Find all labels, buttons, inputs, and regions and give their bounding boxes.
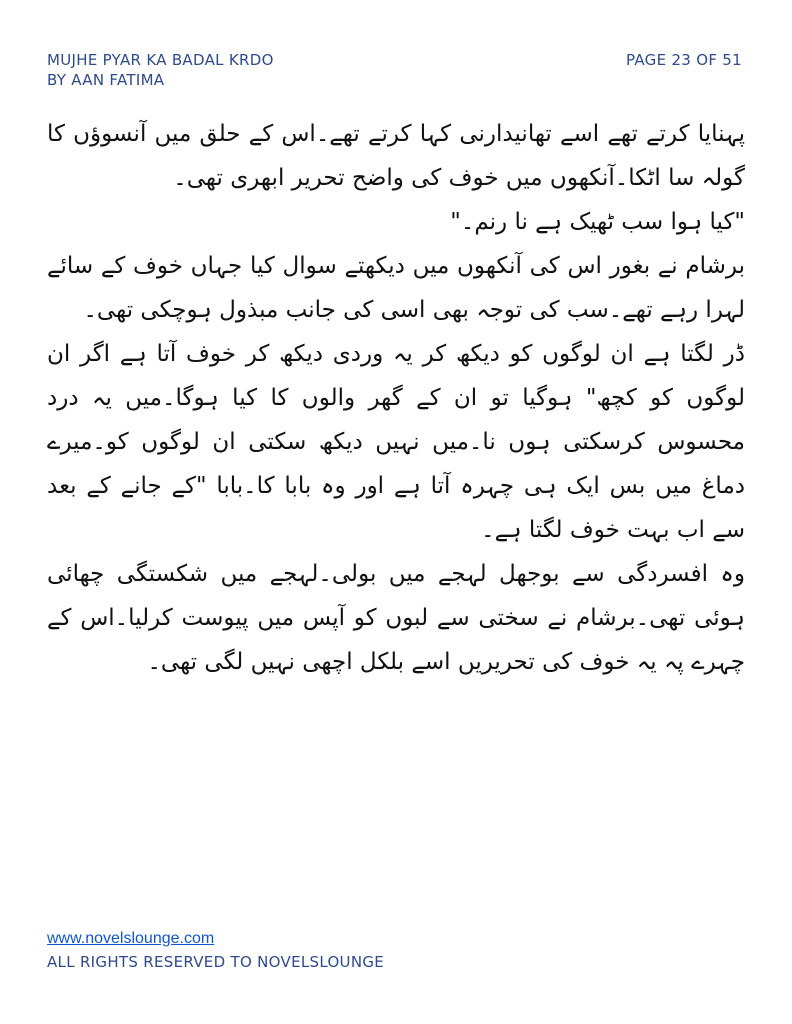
document-header-left: [47, 50, 274, 90]
page-number: PAGE 23 OF 51: [626, 51, 742, 69]
paragraph: ڈر لگتا ہے ان لوگوں کو دیکھ کر یہ وردی دیکھ کر خوف آتا ہے اگر ان لوگوں کو کچھ" ہوگیا تو ان کے گھر والوں کا کیا ہوگا۔میں یہ درد محسوس کرسکتی ہوں نا۔میں نہیں دیکھ سکتی ان لوگوں کو۔میرے دماغ میں بس ایک ہی چہرہ آتا ہے اور وہ بابا کا۔بابا "کے جانے کے بعد سے اب بہت خوف لگتا ہے۔: [47, 341, 745, 543]
paragraph: وہ افسردگی سے بوجھل لہجے میں بولی۔لہجے میں شکستگی چھائی ہوئی تھی۔برشام نے سختی سے لبوں کو آپس میں پیوست کرلیا۔اس کے چہرے پہ یہ خوف کی تحریریں اسے بلکل اچھی نہیں لگی تھی۔: [47, 561, 745, 675]
paragraph: برشام نے بغور اس کی آنکھوں میں دیکھتے سوال کیا جہاں خوف کے سائے لہرا رہے تھے۔سب کی توجہ بھی اسی کی جانب مبذول ہوچکی تھی۔: [47, 253, 745, 323]
paragraph: "کیا ہوا سب ٹھیک ہے نا رنم۔": [450, 209, 745, 235]
author-line: BY AAN FATIMA: [47, 71, 165, 89]
story-body: [47, 112, 745, 684]
website-link[interactable]: www.novelslounge.com: [47, 930, 215, 947]
novel-title: MUJHE PYAR KA BADAL KRDO: [47, 51, 274, 69]
paragraph: پہنایا کرتے تھے اسے تھانیدارنی کہا کرتے تھے۔اس کے حلق میں آنسوؤں کا گولہ سا اٹکا۔آنکھوں میں خوف کی واضح تحریر ابھری تھی۔: [47, 121, 745, 191]
rights-notice: ALL RIGHTS RESERVED TO NOVELSLOUNGE: [47, 953, 385, 971]
